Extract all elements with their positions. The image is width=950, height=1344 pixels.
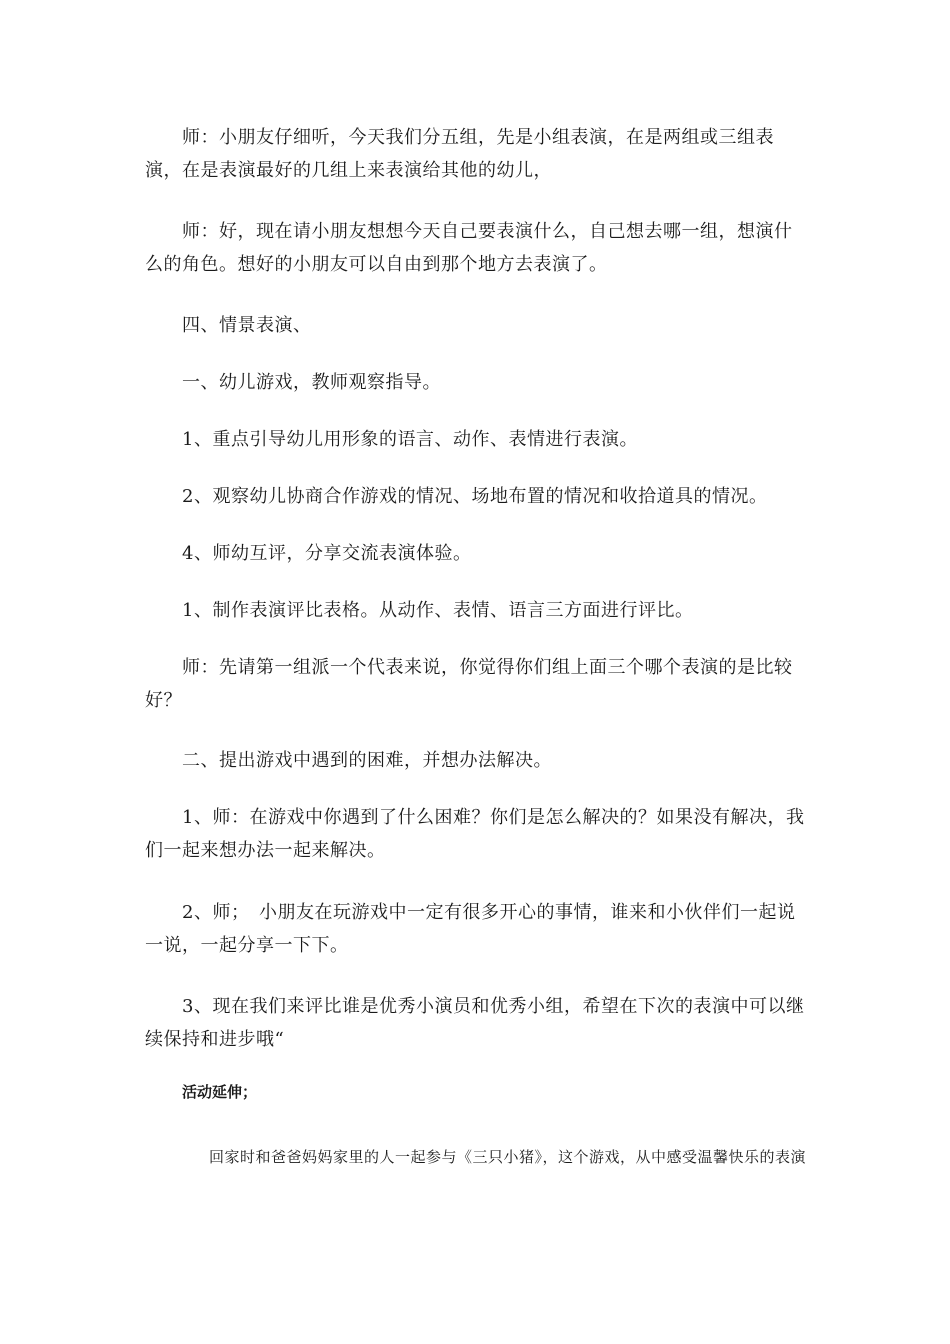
list-item: 1、制作表演评比表格。从动作、表情、语言三方面进行评比。 [182, 600, 694, 621]
list-item: 4、师幼互评，分享交流表演体验。 [182, 543, 472, 564]
extension-heading: 活动延伸； [182, 1083, 258, 1101]
paragraph: 二、提出游戏中遇到的困难，并想办法解决。 [182, 750, 552, 771]
list-item: 1、重点引导幼儿用形象的语言、动作、表情进行表演。 [182, 429, 638, 450]
list-item: 2、师； 小朋友在玩游戏中一定有很多开心的事情，谁来和小伙伴们一起说一说，一起分享一下下。 [145, 902, 796, 956]
list-item: 3、现在我们来评比谁是优秀小演员和优秀小组，希望在下次的表演中可以继续保持和进步哦“ [145, 996, 805, 1050]
paragraph: 一、幼儿游戏，教师观察指导。 [182, 372, 441, 393]
list-item: 2、观察幼儿协商合作游戏的情况、场地布置的情况和收拾道具的情况。 [182, 486, 768, 507]
extension-text: 回家时和爸爸妈妈家里的人一起参与《三只小猪》，这个游戏，从中感受温馨快乐的表演 [209, 1148, 807, 1166]
paragraph: 师：好，现在请小朋友想想今天自己要表演什么，自己想去哪一组，想演什么的角色。想好的小朋友可以自由到那个地方去表演了。 [145, 221, 793, 275]
list-item: 1、师：在游戏中你遇到了什么困难？你们是怎么解决的？如果没有解决，我们一起来想办法一起来解决。 [145, 807, 805, 861]
paragraph: 师：小朋友仔细听，今天我们分五组，先是小组表演，在是两组或三组表演，在是表演最好的几组上来表演给其他的幼儿， [145, 127, 774, 181]
section-heading: 四、情景表演、 [182, 315, 312, 336]
paragraph: 师：先请第一组派一个代表来说，你觉得你们组上面三个哪个表演的是比较好？ [145, 657, 793, 711]
